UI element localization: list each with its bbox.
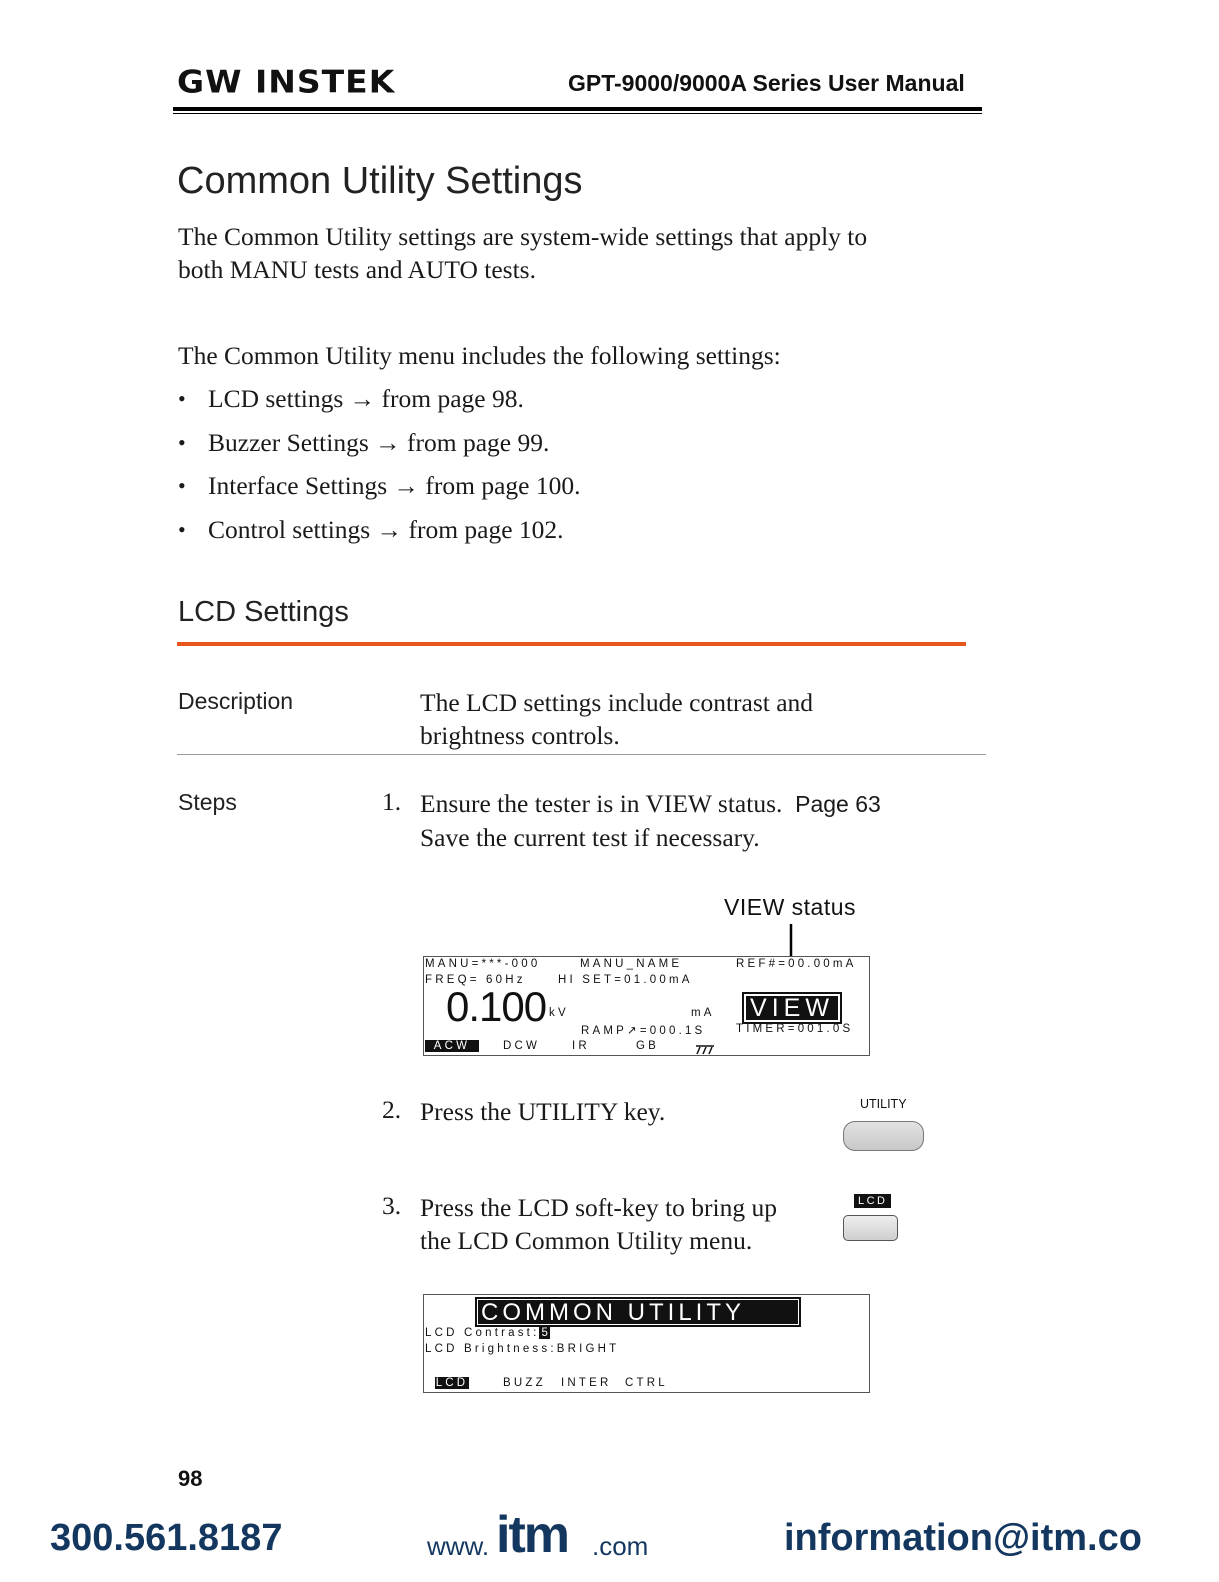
utility-title: COMMON UTILITY [475, 1297, 801, 1327]
view-status-annotation: VIEW status [724, 894, 857, 920]
step-number: 1. [382, 787, 402, 816]
utility-key-label: UTILITY [860, 1097, 907, 1111]
hi-set-field: HI SET=01.00mA [558, 974, 693, 986]
manu-field: MANU=***-000 [425, 958, 541, 970]
list-item: • LCD settings → from page 98. [178, 382, 580, 426]
step-3-text [420, 1191, 777, 1257]
brand-logo: GW INSTEK [177, 62, 396, 101]
header-rule-thin [173, 113, 982, 114]
menu-intro: The Common Utility menu includes the following settings: [178, 341, 781, 370]
tab-acw: ACW [425, 1040, 479, 1052]
contrast-row: LCD Contrast: 5 [425, 1327, 548, 1339]
lcd-softkey-button[interactable] [843, 1215, 898, 1241]
intro-line: The Common Utility settings are system-wide settings that apply to [178, 222, 868, 251]
page-number: 98 [178, 1466, 203, 1491]
tab-dcw: DCW [503, 1040, 541, 1052]
settings-list [178, 382, 580, 556]
description-line: brightness controls. [420, 721, 620, 750]
ref-field: REF#=00.00mA [736, 958, 857, 970]
footer-com: .com [592, 1531, 649, 1561]
manu-name-field: MANU_NAME [580, 958, 683, 970]
steps-label: Steps [178, 789, 237, 815]
lcd-screen-utility [423, 1294, 870, 1393]
ramp-field: RAMP↗=000.1S [581, 1025, 706, 1037]
step-line: Ensure the tester is in VIEW status. [420, 789, 783, 818]
timer-field: TIMER=001.0S [736, 1023, 854, 1035]
description-line: The LCD settings include contrast and [420, 688, 814, 717]
tab-buzz: BUZZ [503, 1377, 546, 1389]
row-divider [177, 754, 986, 755]
page-title: Common Utility Settings [177, 160, 583, 202]
step-number: 2. [382, 1095, 402, 1124]
step-line: Press the LCD soft-key to bring up [420, 1193, 777, 1222]
footer-phone: 300.561.8187 [50, 1517, 283, 1559]
list-item: • Buzzer Settings → from page 99. [178, 426, 580, 470]
tab-lcd: LCD [435, 1377, 469, 1389]
tab-ir: IR [572, 1040, 590, 1052]
tab-ctrl: CTRL [625, 1377, 668, 1389]
current-unit: mA [691, 1007, 715, 1019]
tab-inter: INTER [561, 1377, 612, 1389]
description-text [420, 686, 813, 752]
list-item: • Interface Settings → from page 100. [178, 469, 580, 513]
list-item: • Control settings → from page 102. [178, 513, 580, 557]
intro-line: both MANU tests and AUTO tests. [178, 255, 536, 284]
step-line: Save the current test if necessary. [420, 823, 760, 852]
brightness-row: LCD Brightness:BRIGHT [425, 1343, 620, 1355]
page-ref-link[interactable]: Page 63 [795, 791, 881, 817]
voltage-unit: kV [549, 1007, 569, 1019]
manual-title: GPT-9000/9000A Series User Manual [568, 70, 965, 96]
ground-icon [694, 1043, 716, 1055]
footer-www: www. [427, 1531, 490, 1561]
step-number: 3. [382, 1191, 402, 1220]
freq-field: FREQ= 60Hz [425, 974, 526, 986]
voltage-readout: 0.100 [446, 983, 547, 1030]
view-status-badge: VIEW [742, 992, 842, 1024]
utility-key-button[interactable] [843, 1121, 924, 1151]
description-label: Description [178, 688, 294, 714]
header-rule [173, 107, 982, 111]
footer-email: information@itm.co [784, 1517, 1142, 1559]
step-1-text [420, 787, 881, 854]
step-line: the LCD Common Utility menu. [420, 1226, 753, 1255]
footer-itm-logo: itm [496, 1506, 568, 1564]
contrast-value: 5 [541, 1327, 548, 1339]
lcd-softkey-label: LCD [854, 1194, 891, 1208]
tab-gb: GB [636, 1040, 660, 1052]
step-2-text: Press the UTILITY key. [420, 1097, 666, 1126]
lcd-screen-view [423, 956, 870, 1056]
subsection-rule [177, 642, 966, 646]
intro-paragraph [178, 220, 867, 286]
subsection-title: LCD Settings [178, 596, 349, 628]
